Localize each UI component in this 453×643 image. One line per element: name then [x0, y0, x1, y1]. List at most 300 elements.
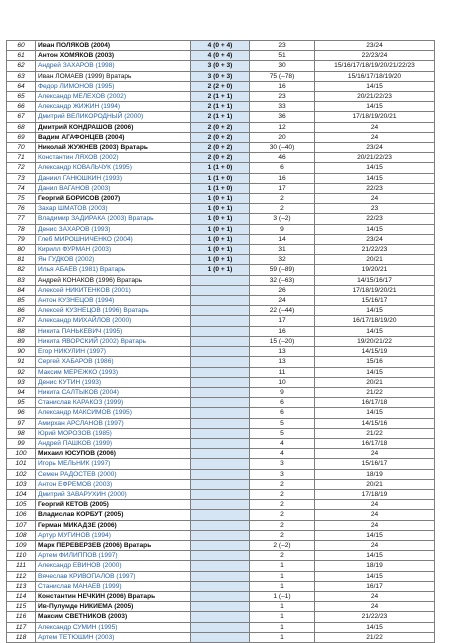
games-cell: 1 — [250, 632, 315, 642]
row-number: 89 — [7, 336, 36, 346]
player-name[interactable]: Денис КУТИН (1993) — [36, 377, 191, 387]
player-name[interactable]: Денис ЗАХАРОВ (1993) — [36, 224, 191, 234]
points-cell — [191, 581, 250, 591]
row-number: 91 — [7, 357, 36, 367]
table-row — [7, 530, 435, 540]
points-cell: 2 (0 + 2) — [191, 122, 250, 132]
seasons-cell: 21/22 — [315, 387, 435, 397]
table-row — [7, 438, 435, 448]
points-cell: 2 (0 + 2) — [191, 153, 250, 163]
games-cell: 2 — [250, 489, 315, 499]
games-cell: 24 — [250, 296, 315, 306]
row-number: 104 — [7, 489, 36, 499]
player-name[interactable]: Александр МЕЛЕХОВ (2002) — [36, 92, 191, 102]
row-number: 75 — [7, 194, 36, 204]
seasons-cell: 17/18/19/20/21 — [315, 112, 435, 122]
table-row — [7, 510, 435, 520]
player-name: Георгий КЕТОВ (2005) — [36, 500, 191, 510]
seasons-cell: 16/17/18 — [315, 438, 435, 448]
player-name[interactable]: Егор НИКУЛИН (1997) — [36, 347, 191, 357]
games-cell: 33 — [250, 102, 315, 112]
games-cell: 1 — [250, 581, 315, 591]
points-cell: 2 (1 + 1) — [191, 102, 250, 112]
points-cell — [191, 316, 250, 326]
player-name[interactable]: Даниил ГАНЮШКИН (1993) — [36, 173, 191, 183]
points-cell — [191, 306, 250, 316]
seasons-cell: 14/15/19 — [315, 347, 435, 357]
points-cell: 2 (1 + 1) — [191, 92, 250, 102]
player-stats-table-wrapper — [6, 40, 435, 643]
points-cell: 1 (1 + 0) — [191, 163, 250, 173]
points-cell — [191, 591, 250, 601]
seasons-cell: 21/22/23 — [315, 612, 435, 622]
seasons-cell: 23 — [315, 204, 435, 214]
seasons-cell: 17/18/19 — [315, 489, 435, 499]
table-row — [7, 163, 435, 173]
table-row — [7, 387, 435, 397]
points-cell — [191, 489, 250, 499]
table-row — [7, 296, 435, 306]
games-cell: 6 — [250, 408, 315, 418]
seasons-cell: 24 — [315, 122, 435, 132]
seasons-cell: 14/15 — [315, 530, 435, 540]
row-number: 67 — [7, 112, 36, 122]
player-name: Антон ХОМЯКОВ (2003) — [36, 51, 191, 61]
row-number: 86 — [7, 306, 36, 316]
table-row — [7, 41, 435, 51]
points-cell — [191, 612, 250, 622]
points-cell: 3 (0 + 3) — [191, 71, 250, 81]
points-cell — [191, 449, 250, 459]
games-cell: 2 — [250, 479, 315, 489]
points-cell — [191, 479, 250, 489]
games-cell: 1 — [250, 561, 315, 571]
points-cell — [191, 296, 250, 306]
seasons-cell: 20/21 — [315, 255, 435, 265]
games-cell: 1 — [250, 571, 315, 581]
row-number: 116 — [7, 612, 36, 622]
row-number: 108 — [7, 530, 36, 540]
player-name[interactable]: Юрий МОРОЗОВ (1985) — [36, 428, 191, 438]
row-number: 69 — [7, 132, 36, 142]
row-number: 112 — [7, 571, 36, 581]
row-number: 77 — [7, 214, 36, 224]
row-number: 71 — [7, 153, 36, 163]
row-number: 65 — [7, 92, 36, 102]
seasons-cell: 14/15 — [315, 622, 435, 632]
points-cell: 1 (0 + 1) — [191, 214, 250, 224]
seasons-cell: 20/21 — [315, 377, 435, 387]
row-number: 61 — [7, 51, 36, 61]
player-name[interactable]: Захар ШМАТОВ (2003) — [36, 204, 191, 214]
games-cell: 2 — [250, 194, 315, 204]
player-name[interactable]: Федор ЛИМОНОВ (1995) — [36, 81, 191, 91]
player-name: Николай ЖУЖНЕВ (2003) Вратарь — [36, 143, 191, 153]
player-name[interactable]: Кирилл ФУРМАН (2003) — [36, 245, 191, 255]
row-number: 111 — [7, 561, 36, 571]
games-cell: 3 — [250, 469, 315, 479]
games-cell: 5 — [250, 418, 315, 428]
table-row — [7, 224, 435, 234]
row-number: 106 — [7, 510, 36, 520]
table-row — [7, 245, 435, 255]
games-cell: 59 (–89) — [250, 265, 315, 275]
table-row — [7, 479, 435, 489]
seasons-cell: 23/24 — [315, 143, 435, 153]
player-name: Константин НЕЧКИН (2006) Вратарь — [36, 591, 191, 601]
games-cell: 9 — [250, 224, 315, 234]
table-row — [7, 51, 435, 61]
seasons-cell: 14/15/16 — [315, 418, 435, 428]
seasons-cell: 19/20/21/22 — [315, 336, 435, 346]
row-number: 63 — [7, 71, 36, 81]
player-name[interactable]: Никита ПАНЬКЕВИЧ (1995) — [36, 326, 191, 336]
row-number: 74 — [7, 183, 36, 193]
table-row — [7, 520, 435, 530]
seasons-cell: 15/16 — [315, 357, 435, 367]
points-cell — [191, 275, 250, 285]
points-cell: 1 (1 + 0) — [191, 183, 250, 193]
row-number: 70 — [7, 143, 36, 153]
row-number: 97 — [7, 418, 36, 428]
player-name[interactable]: Андрей ПАШКОВ (1999) — [36, 438, 191, 448]
games-cell: 2 — [250, 520, 315, 530]
row-number: 101 — [7, 459, 36, 469]
points-cell — [191, 602, 250, 612]
player-name[interactable]: Вячеслав КРИВОПАЛОВ (1997) — [36, 571, 191, 581]
player-name[interactable]: Александр ЕВИНОВ (2000) — [36, 561, 191, 571]
points-cell — [191, 377, 250, 387]
table-row — [7, 112, 435, 122]
points-cell — [191, 285, 250, 295]
table-row — [7, 469, 435, 479]
row-number: 90 — [7, 347, 36, 357]
points-cell: 2 (2 + 0) — [191, 81, 250, 91]
games-cell: 5 — [250, 428, 315, 438]
points-cell — [191, 530, 250, 540]
player-name[interactable]: Глеб МИРОШНИЧЕНКО (2004) — [36, 234, 191, 244]
table-row — [7, 540, 435, 550]
points-cell: 4 (0 + 4) — [191, 41, 250, 51]
player-name[interactable]: Александр МИХАЙЛОВ (2000) — [36, 316, 191, 326]
seasons-cell: 24 — [315, 449, 435, 459]
points-cell: 3 (0 + 3) — [191, 61, 250, 71]
points-cell — [191, 622, 250, 632]
seasons-cell: 15/16/17/18/19/20/21/22/23 — [315, 61, 435, 71]
player-name[interactable]: Константин ЛЯХОВ (2002) — [36, 153, 191, 163]
points-cell — [191, 326, 250, 336]
row-number: 87 — [7, 316, 36, 326]
table-row — [7, 622, 435, 632]
seasons-cell: 20/21/22/23 — [315, 92, 435, 102]
player-name: Марк ПЕРЕВЕРЗЕВ (2006) Вратарь — [36, 540, 191, 550]
seasons-cell: 15/16/17 — [315, 296, 435, 306]
points-cell: 2 (0 + 2) — [191, 143, 250, 153]
table-row — [7, 336, 435, 346]
player-name[interactable]: Антон КУЗНЕЦОВ (1994) — [36, 296, 191, 306]
table-row — [7, 153, 435, 163]
points-cell — [191, 500, 250, 510]
seasons-cell: 23/24 — [315, 41, 435, 51]
games-cell: 1 (–1) — [250, 591, 315, 601]
games-cell: 75 (–78) — [250, 71, 315, 81]
player-name: Владислав КОРБУТ (2005) — [36, 510, 191, 520]
seasons-cell: 22/23 — [315, 214, 435, 224]
table-row — [7, 194, 435, 204]
player-name[interactable]: Александр КОВАЛЬЧУК (1995) — [36, 163, 191, 173]
row-number: 80 — [7, 245, 36, 255]
player-name[interactable]: Сергей ХАБАРОВ (1986) — [36, 357, 191, 367]
table-row — [7, 347, 435, 357]
player-name: Дмитрий КОНДРАШОВ (2006) — [36, 122, 191, 132]
player-name[interactable]: Александр ЖИЖИН (1994) — [36, 102, 191, 112]
points-cell: 1 (0 + 1) — [191, 255, 250, 265]
seasons-cell: 21/22/23 — [315, 245, 435, 255]
seasons-cell: 14/15/16/17 — [315, 275, 435, 285]
player-name: Иван ПОЛЯКОВ (2004) — [36, 41, 191, 51]
table-row — [7, 92, 435, 102]
row-number: 66 — [7, 102, 36, 112]
games-cell: 30 — [250, 61, 315, 71]
player-name[interactable]: Александр МАКСИМОВ (1995) — [36, 408, 191, 418]
player-stats-table — [6, 40, 435, 643]
seasons-cell: 14/15 — [315, 163, 435, 173]
games-cell: 46 — [250, 153, 315, 163]
player-name[interactable]: Артур МУГИНОВ (1994) — [36, 530, 191, 540]
games-cell: 2 — [250, 551, 315, 561]
player-name[interactable]: Игорь МЕЛЬНИК (1997) — [36, 459, 191, 469]
games-cell: 22 (–44) — [250, 306, 315, 316]
player-name[interactable]: Алексей КУЗНЕЦОВ (1996) Вратарь — [36, 306, 191, 316]
player-stats-body — [7, 41, 435, 643]
seasons-cell: 22/23 — [315, 183, 435, 193]
seasons-cell: 15/16/17 — [315, 459, 435, 469]
table-row — [7, 632, 435, 642]
player-name: Максим СВЕТНИКОВ (2003) — [36, 612, 191, 622]
table-row — [7, 81, 435, 91]
player-name[interactable]: Илья АБАЕВ (1981) Вратарь — [36, 265, 191, 275]
table-row — [7, 183, 435, 193]
points-cell: 4 (0 + 4) — [191, 51, 250, 61]
games-cell: 17 — [250, 316, 315, 326]
row-number: 105 — [7, 500, 36, 510]
player-name[interactable]: Никита САЛТЫКОВ (2004) — [36, 387, 191, 397]
table-row — [7, 275, 435, 285]
games-cell: 2 — [250, 500, 315, 510]
games-cell: 14 — [250, 234, 315, 244]
row-number: 73 — [7, 173, 36, 183]
table-row — [7, 418, 435, 428]
player-name[interactable]: Амирхан АРСЛАНОВ (1997) — [36, 418, 191, 428]
table-row — [7, 571, 435, 581]
seasons-cell: 16/17/18/19/20 — [315, 316, 435, 326]
row-number: 115 — [7, 602, 36, 612]
seasons-cell: 18/19 — [315, 469, 435, 479]
games-cell: 1 — [250, 622, 315, 632]
games-cell: 23 — [250, 92, 315, 102]
games-cell: 17 — [250, 183, 315, 193]
points-cell — [191, 357, 250, 367]
points-cell — [191, 387, 250, 397]
points-cell — [191, 347, 250, 357]
row-number: 85 — [7, 296, 36, 306]
seasons-cell: 14/15 — [315, 326, 435, 336]
seasons-cell: 17/18/19/20/21 — [315, 285, 435, 295]
points-cell — [191, 336, 250, 346]
table-row — [7, 398, 435, 408]
player-name[interactable]: Данил ВАГАНОВ (2003) — [36, 183, 191, 193]
row-number: 81 — [7, 255, 36, 265]
player-name[interactable]: Алексей НИКИТЕНКОВ (2001) — [36, 285, 191, 295]
player-name: Вадим АГАФОНЦЕВ (2004) — [36, 132, 191, 142]
row-number: 103 — [7, 479, 36, 489]
player-name: Герман МИКАДЗЕ (2006) — [36, 520, 191, 530]
player-name[interactable]: Семен РАДОСТЕВ (2000) — [36, 469, 191, 479]
seasons-cell: 14/15 — [315, 306, 435, 316]
seasons-cell: 14/15 — [315, 224, 435, 234]
seasons-cell: 20/21/22/23 — [315, 153, 435, 163]
games-cell: 1 — [250, 612, 315, 622]
points-cell — [191, 428, 250, 438]
games-cell: 13 — [250, 357, 315, 367]
games-cell: 36 — [250, 112, 315, 122]
seasons-cell: 21/22 — [315, 428, 435, 438]
player-name[interactable]: Ян ГУДКОВ (2002) — [36, 255, 191, 265]
row-number: 114 — [7, 591, 36, 601]
games-cell: 2 — [250, 204, 315, 214]
player-name[interactable]: Александр СУМИН (1995) — [36, 622, 191, 632]
player-name[interactable]: Владимир ЗАДИРАКА (2003) Вратарь — [36, 214, 191, 224]
games-cell: 16 — [250, 173, 315, 183]
row-number: 82 — [7, 265, 36, 275]
games-cell: 26 — [250, 285, 315, 295]
table-row — [7, 122, 435, 132]
seasons-cell: 24 — [315, 520, 435, 530]
games-cell: 2 (–2) — [250, 540, 315, 550]
table-row — [7, 408, 435, 418]
player-name[interactable]: Дмитрий ВЕЛИКОРОДНЫЙ (2000) — [36, 112, 191, 122]
table-row — [7, 489, 435, 499]
seasons-cell: 18/19 — [315, 561, 435, 571]
seasons-cell: 20/21 — [315, 479, 435, 489]
table-row — [7, 143, 435, 153]
player-name: Иван ЛОМАЕВ (1999) Вратарь — [36, 71, 191, 81]
games-cell: 11 — [250, 367, 315, 377]
player-name[interactable]: Артем ФИЛИППОВ (1997) — [36, 551, 191, 561]
points-cell — [191, 398, 250, 408]
table-row — [7, 602, 435, 612]
table-row — [7, 581, 435, 591]
points-cell: 1 (0 + 1) — [191, 245, 250, 255]
player-name: Михаил ЮСУПОВ (2006) — [36, 449, 191, 459]
points-cell: 2 (0 + 2) — [191, 132, 250, 142]
table-row — [7, 612, 435, 622]
games-cell: 1 — [250, 602, 315, 612]
games-cell: 15 (–20) — [250, 336, 315, 346]
player-name[interactable]: Никита ЯВОРСКИЙ (2002) Вратарь — [36, 336, 191, 346]
points-cell — [191, 469, 250, 479]
table-row — [7, 255, 435, 265]
table-row — [7, 204, 435, 214]
table-row — [7, 234, 435, 244]
table-row — [7, 326, 435, 336]
points-cell: 1 (0 + 1) — [191, 194, 250, 204]
row-number: 94 — [7, 387, 36, 397]
player-name[interactable]: Андрей ЗАХАРОВ (1998) — [36, 61, 191, 71]
row-number: 96 — [7, 408, 36, 418]
table-row — [7, 102, 435, 112]
row-number: 83 — [7, 275, 36, 285]
player-name: Ив-Пулумде НИКИЕМА (2005) — [36, 602, 191, 612]
player-name[interactable]: Станислав МАНАЕВ (1999) — [36, 581, 191, 591]
games-cell: 16 — [250, 81, 315, 91]
table-row — [7, 428, 435, 438]
row-number: 84 — [7, 285, 36, 295]
table-row — [7, 377, 435, 387]
table-row — [7, 367, 435, 377]
games-cell: 12 — [250, 122, 315, 132]
points-cell — [191, 459, 250, 469]
points-cell — [191, 418, 250, 428]
games-cell: 16 — [250, 326, 315, 336]
player-name[interactable]: Максим МЕРЕЖКО (1993) — [36, 367, 191, 377]
table-row — [7, 551, 435, 561]
player-name[interactable]: Артем ТЕТЮШИН (2003) — [36, 632, 191, 642]
row-number: 68 — [7, 122, 36, 132]
seasons-cell: 14/15 — [315, 551, 435, 561]
row-number: 92 — [7, 367, 36, 377]
seasons-cell: 14/15 — [315, 408, 435, 418]
games-cell: 9 — [250, 387, 315, 397]
points-cell: 1 (1 + 0) — [191, 173, 250, 183]
points-cell — [191, 438, 250, 448]
games-cell: 32 (–63) — [250, 275, 315, 285]
seasons-cell: 21/22 — [315, 632, 435, 642]
points-cell — [191, 561, 250, 571]
games-cell: 31 — [250, 245, 315, 255]
row-number: 117 — [7, 622, 36, 632]
points-cell — [191, 540, 250, 550]
games-cell: 30 (–40) — [250, 143, 315, 153]
games-cell: 4 — [250, 438, 315, 448]
table-row — [7, 500, 435, 510]
player-name[interactable]: Станислав КАРАКОЗ (1999) — [36, 398, 191, 408]
seasons-cell: 24 — [315, 602, 435, 612]
games-cell: 32 — [250, 255, 315, 265]
player-name: Георгий БОРИСОВ (2007) — [36, 194, 191, 204]
points-cell — [191, 367, 250, 377]
seasons-cell: 16/17 — [315, 581, 435, 591]
seasons-cell: 24 — [315, 591, 435, 601]
games-cell: 10 — [250, 377, 315, 387]
points-cell: 1 (0 + 1) — [191, 224, 250, 234]
row-number: 118 — [7, 632, 36, 642]
row-number: 62 — [7, 61, 36, 71]
games-cell: 23 — [250, 41, 315, 51]
row-number: 93 — [7, 377, 36, 387]
row-number: 79 — [7, 234, 36, 244]
table-row — [7, 285, 435, 295]
seasons-cell: 14/15 — [315, 367, 435, 377]
points-cell: 1 (0 + 1) — [191, 265, 250, 275]
row-number: 76 — [7, 204, 36, 214]
points-cell — [191, 520, 250, 530]
player-name[interactable]: Дмитрий ЗАВАРУХИН (2000) — [36, 489, 191, 499]
table-row — [7, 357, 435, 367]
player-name: Андрей КОНАКОВ (1996) Вратарь — [36, 275, 191, 285]
player-name[interactable]: Антон ЕФРЕМОВ (2003) — [36, 479, 191, 489]
table-row — [7, 561, 435, 571]
